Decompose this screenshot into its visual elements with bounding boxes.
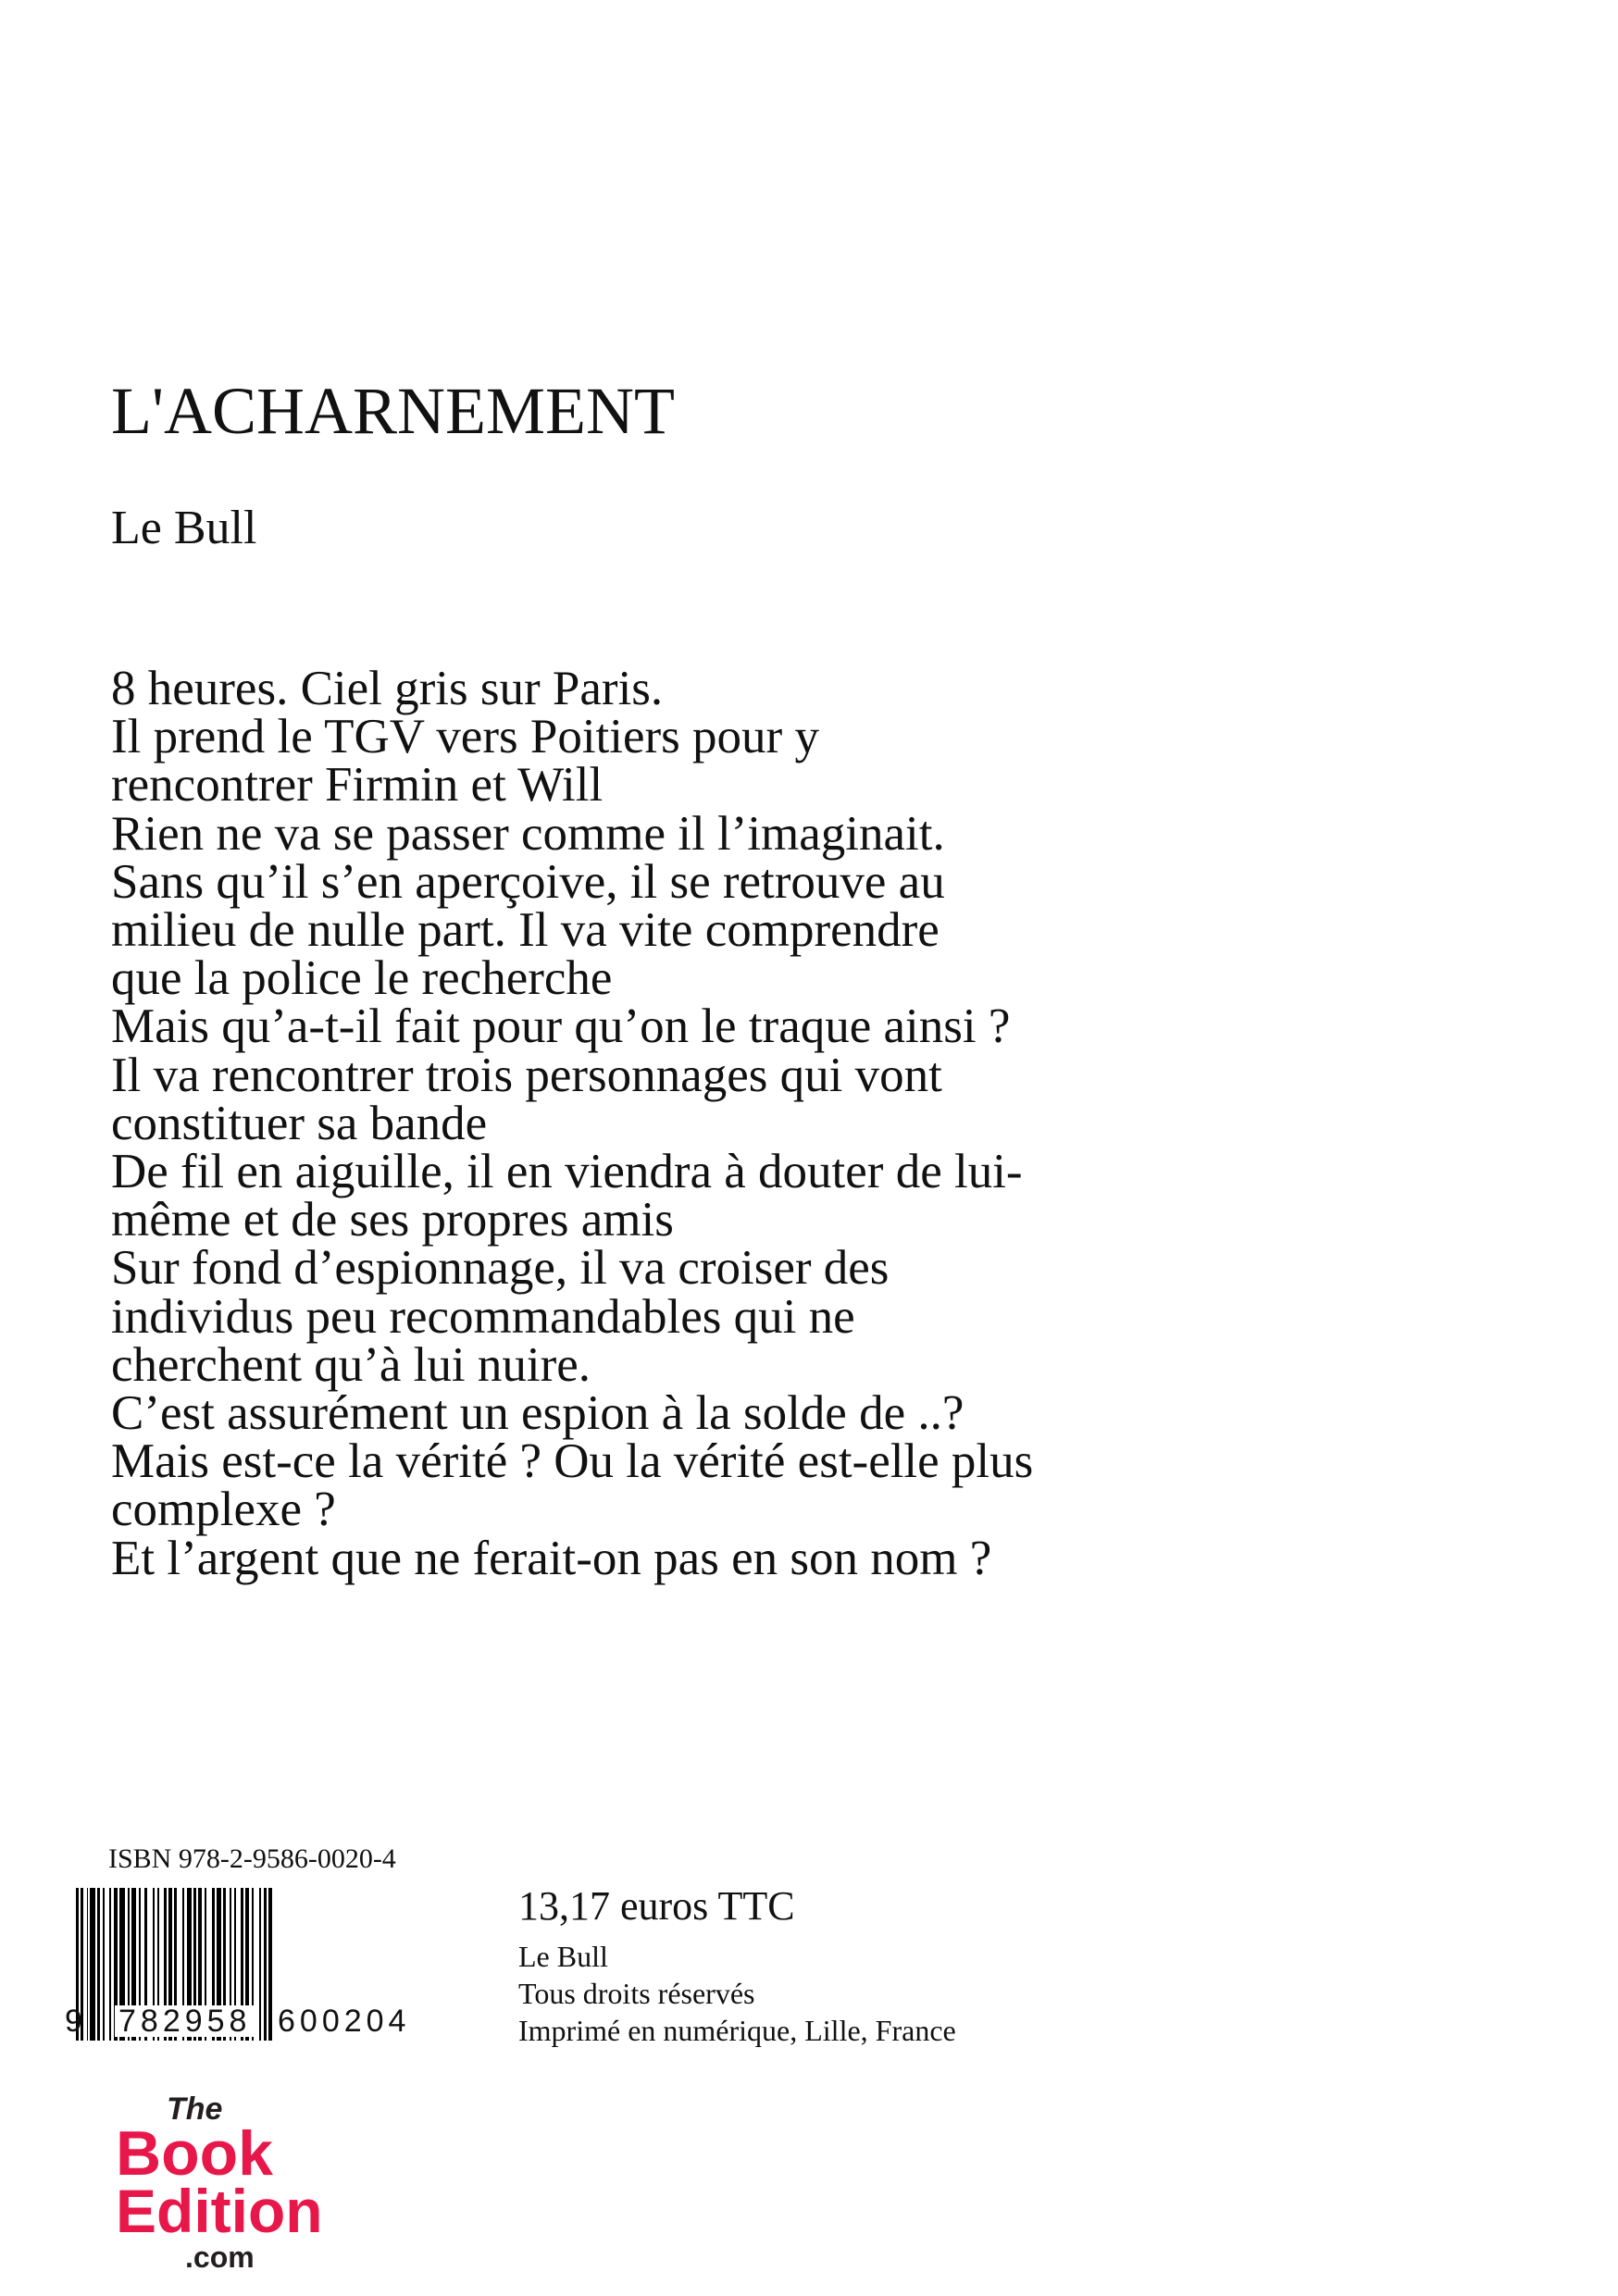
imprint-printing: Imprimé en numérique, Lille, France bbox=[518, 2014, 956, 2047]
blurb-line: Rien ne va se passer comme il l’imaginait. bbox=[111, 806, 945, 861]
blurb-line: constituer sa bande bbox=[111, 1096, 488, 1150]
barcode-first-digit: 9 bbox=[65, 2004, 82, 2039]
imprint-rights: Tous droits réservés bbox=[518, 1977, 755, 2010]
blurb-line: C’est assurément un espion à la solde de ..? bbox=[111, 1386, 965, 1441]
blurb-line: Mais est-ce la vérité ? Ou la vérité est-elle plus bbox=[111, 1434, 1034, 1489]
blurb-line: rencontrer Firmin et Will bbox=[111, 758, 604, 813]
barcode-digits-left: 782958 bbox=[115, 2005, 255, 2037]
logo-com-text: .com bbox=[185, 2240, 255, 2274]
back-cover-blurb bbox=[111, 662, 1259, 1585]
blurb-line: Sur fond d’espionnage, il va croiser des bbox=[111, 1241, 890, 1296]
blurb-line: Et l’argent que ne ferait-on pas en son nom ? bbox=[111, 1531, 992, 1585]
blurb-line: milieu de nulle part. Il va vite comprendre bbox=[111, 903, 940, 958]
imprint-author: Le Bull bbox=[518, 1940, 608, 1973]
blurb-line: complexe ? bbox=[111, 1483, 336, 1537]
book-title: L'ACHARNEMENT bbox=[111, 374, 675, 448]
blurb-line: Mais qu’a-t-il fait pour qu’on le traque ainsi ? bbox=[111, 999, 1011, 1054]
book-author: Le Bull bbox=[111, 502, 257, 554]
blurb-line: De fil en aiguille, il en viendra à douter de lui- bbox=[111, 1145, 1023, 1199]
blurb-line: individus peu recommandables qui ne bbox=[111, 1289, 855, 1344]
publisher-logo bbox=[116, 2091, 338, 2277]
logo-the-text: The bbox=[167, 2091, 223, 2127]
blurb-line: même et de ses propres amis bbox=[111, 1193, 674, 1247]
isbn-label: ISBN 978-2-9586-0020-4 bbox=[108, 1843, 396, 1874]
barcode-digits-right: 600204 bbox=[274, 2005, 414, 2037]
imprint-block bbox=[518, 1883, 956, 2049]
blurb-line: 8 heures. Ciel gris sur Paris. bbox=[111, 662, 664, 715]
logo-edition-text: Edition bbox=[116, 2177, 323, 2245]
blurb-line: cherchent qu’à lui nuire. bbox=[111, 1337, 591, 1392]
blurb-line: que la police le recherche bbox=[111, 951, 613, 1006]
price: 13,17 euros TTC bbox=[518, 1883, 795, 1929]
blurb-line: Il va rencontrer trois personnages qui vont bbox=[111, 1048, 942, 1102]
blurb-line: Il prend le TGV vers Poitiers pour y bbox=[111, 710, 819, 764]
blurb-line: Sans qu’il s’en aperçoive, il se retrouve au bbox=[111, 854, 945, 909]
logo-book-text: Book bbox=[116, 2118, 273, 2189]
